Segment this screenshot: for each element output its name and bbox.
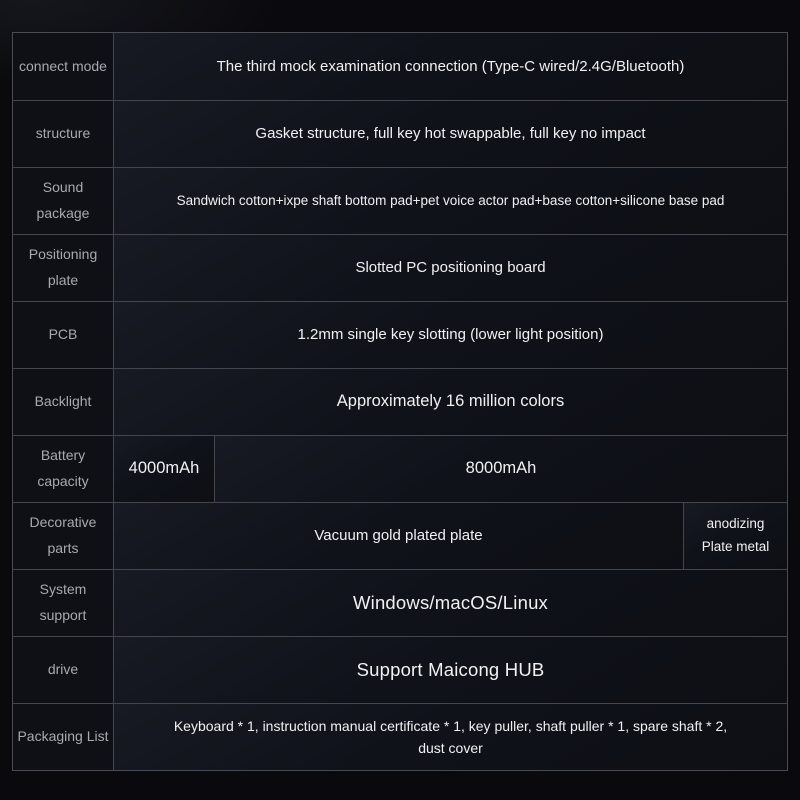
- spec-label-packaging-list: Packaging List: [13, 704, 114, 770]
- spec-row-positioning-plate: [13, 234, 787, 301]
- spec-row-connect-mode: [13, 33, 787, 100]
- spec-row-drive: [13, 636, 787, 703]
- spec-label-pcb: PCB: [13, 302, 114, 368]
- product-spec-table: [12, 32, 788, 771]
- spec-value-pcb: 1.2mm single key slotting (lower light position): [114, 302, 787, 368]
- spec-value-sound-package: Sandwich cotton+ixpe shaft bottom pad+pet voice actor pad+base cotton+silicone base pad: [114, 168, 787, 234]
- spec-value-system-support: Windows/macOS/Linux: [114, 570, 787, 636]
- spec-value-connect-mode: The third mock examination connection (Type-C wired/2.4G/Bluetooth): [114, 33, 787, 100]
- spec-label-decorative-parts: Decorative parts: [13, 503, 114, 569]
- spec-row-structure: [13, 100, 787, 167]
- spec-row-battery-capacity: [13, 435, 787, 502]
- spec-value-packaging-list: Keyboard * 1, instruction manual certificate * 1, key puller, shaft puller * 1, spare shaft * 2, dust cover: [114, 704, 787, 770]
- spec-row-backlight: [13, 368, 787, 435]
- spec-label-system-support: System support: [13, 570, 114, 636]
- spec-row-pcb: [13, 301, 787, 368]
- spec-value-backlight: Approximately 16 million colors: [114, 369, 787, 435]
- spec-label-structure: structure: [13, 101, 114, 167]
- spec-label-positioning-plate: Positioning plate: [13, 235, 114, 301]
- spec-value-structure: Gasket structure, full key hot swappable, full key no impact: [114, 101, 787, 167]
- spec-label-drive: drive: [13, 637, 114, 703]
- spec-value-positioning-plate: Slotted PC positioning board: [114, 235, 787, 301]
- spec-value-battery-8000: 8000mAh: [214, 436, 787, 502]
- spec-value-decorative-main: Vacuum gold plated plate: [114, 503, 683, 569]
- spec-value-decorative-anodizing: anodizing Plate metal: [683, 503, 787, 569]
- spec-row-system-support: [13, 569, 787, 636]
- spec-label-sound-package: Sound package: [13, 168, 114, 234]
- spec-label-backlight: Backlight: [13, 369, 114, 435]
- spec-row-decorative-parts: [13, 502, 787, 569]
- spec-row-packaging-list: [13, 703, 787, 770]
- spec-value-battery-4000: 4000mAh: [114, 436, 214, 502]
- spec-label-connect-mode: connect mode: [13, 33, 114, 100]
- spec-row-sound-package: [13, 167, 787, 234]
- spec-label-battery-capacity: Battery capacity: [13, 436, 114, 502]
- spec-value-drive: Support Maicong HUB: [114, 637, 787, 703]
